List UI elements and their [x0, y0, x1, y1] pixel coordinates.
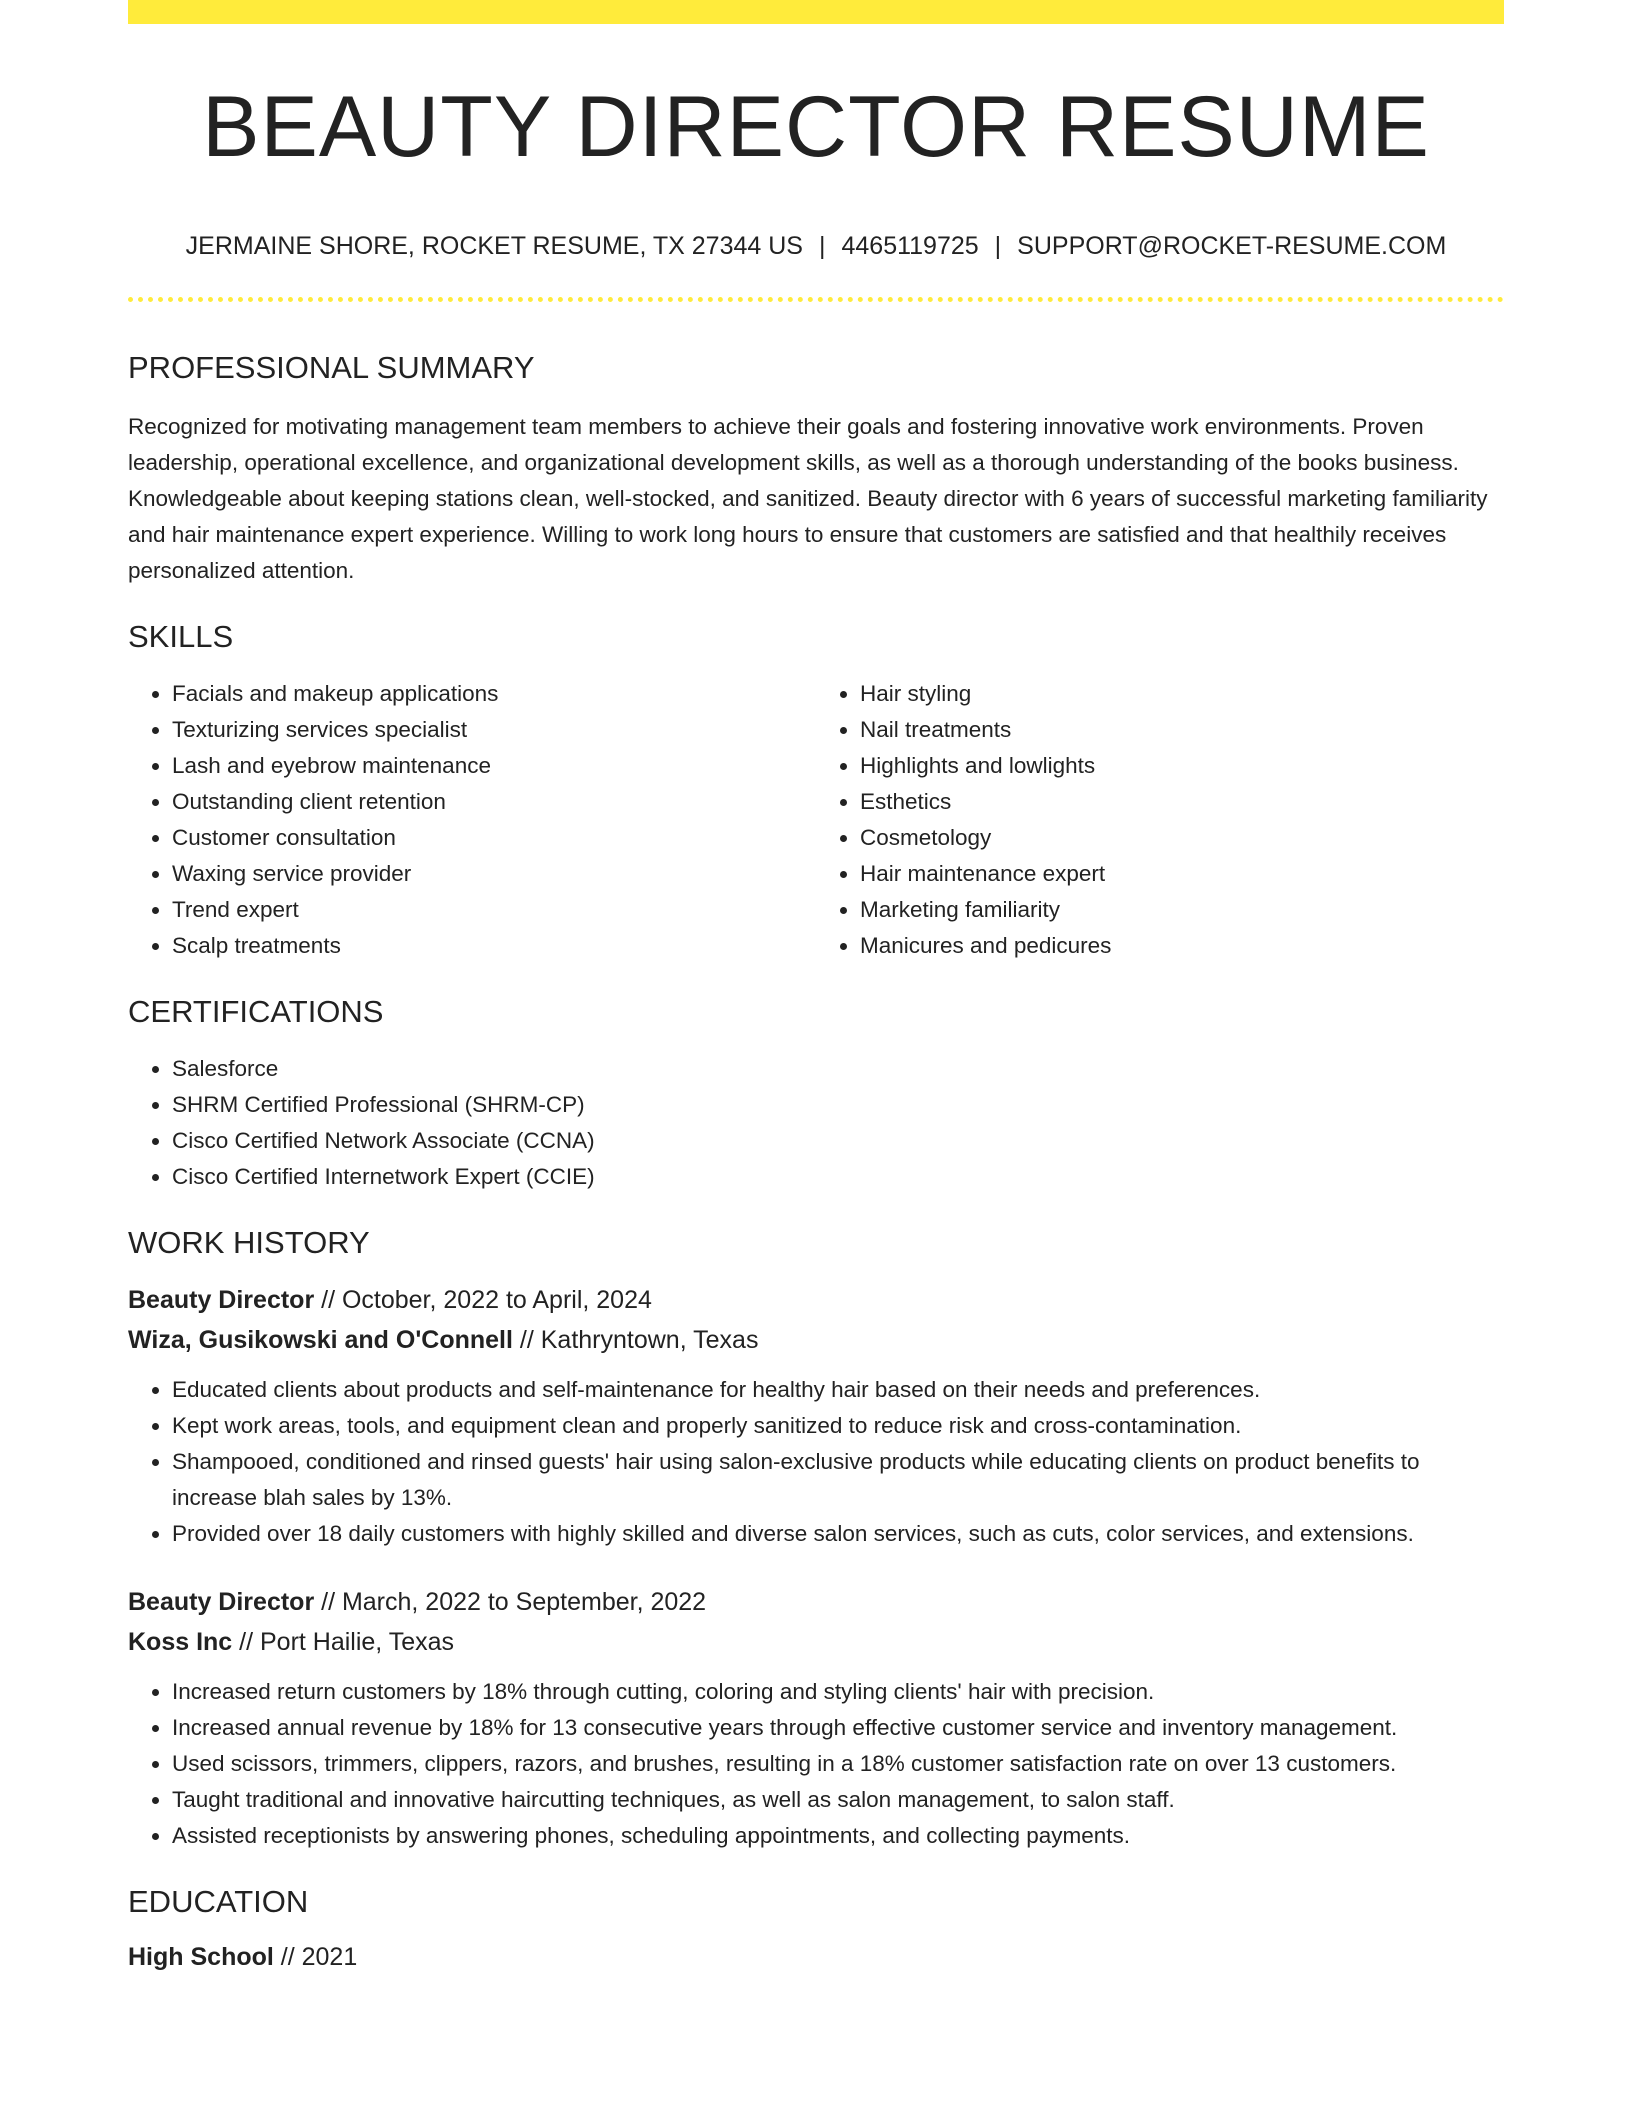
job-dates: // March, 2022 to September, 2022	[314, 1588, 707, 1616]
job-company: Koss Inc	[128, 1628, 233, 1656]
job-title: Beauty Director	[128, 1588, 315, 1616]
skills-column-left	[128, 676, 816, 964]
skill-item: • Marketing familiarity	[860, 892, 1504, 928]
skill-item: • Hair maintenance expert	[860, 856, 1504, 892]
skill-item: • Trend expert	[172, 892, 816, 928]
contact-separator: |	[818, 232, 826, 260]
contact-separator: |	[994, 232, 1002, 260]
job-duty-item: • Assisted receptionists by answering phones, scheduling appointments, and collecting payments.	[172, 1818, 1504, 1854]
summary-heading: PROFESSIONAL SUMMARY	[128, 350, 535, 385]
skill-item: • Facials and makeup applications	[172, 676, 816, 712]
job-duty-item: • Increased return customers by 18% through cutting, coloring and styling clients' hair with precision.	[172, 1674, 1504, 1710]
skill-item: • Hair styling	[860, 676, 1504, 712]
job-location: // Port Hailie, Texas	[232, 1628, 455, 1656]
job-dates: // October, 2022 to April, 2024	[314, 1286, 652, 1314]
job-location: // Kathryntown, Texas	[512, 1326, 759, 1354]
skills-heading: SKILLS	[128, 619, 234, 654]
job-duty-item: • Used scissors, trimmers, clippers, razors, and brushes, resulting in a 18% customer satisfaction rate on over 13 customers.	[172, 1746, 1504, 1782]
job-duty-item: • Increased annual revenue by 18% for 13 consecutive years through effective customer service and inventory management.	[172, 1710, 1504, 1746]
resume-title: BEAUTY DIRECTOR RESUME	[202, 79, 1430, 175]
skill-item: • Lash and eyebrow maintenance	[172, 748, 816, 784]
top-accent-bar	[128, 0, 1504, 24]
skill-item: • Customer consultation	[172, 820, 816, 856]
skill-item: • Waxing service provider	[172, 856, 816, 892]
job-duties-list	[128, 1372, 1504, 1552]
skill-item: • Highlights and lowlights	[860, 748, 1504, 784]
contact-line	[128, 234, 1504, 259]
job-duties-list	[128, 1674, 1504, 1854]
contact-phone: 4465119725	[841, 232, 979, 260]
work-history-heading: WORK HISTORY	[128, 1225, 370, 1260]
certification-item: • Cisco Certified Internetwork Expert (CCIE)	[172, 1159, 1504, 1195]
skill-item: • Outstanding client retention	[172, 784, 816, 820]
skill-item: • Texturizing services specialist	[172, 712, 816, 748]
job-duty-item: • Provided over 18 daily customers with highly skilled and diverse salon services, such as cuts, color services, and extensions.	[172, 1516, 1504, 1552]
summary-text: Recognized for motivating management team members to achieve their goals and fostering innovative work environments. Proven leadership, operational excellence, and organizational development skills, as well as a thorough understanding of the books business. Knowledgeable about keeping stations clean, well-stocked, and sanitized. Beauty director with 6 years of successful marketing familiarity and hair maintenance expert experience. Willing to work long hours to ensure that customers are satisfied and that healthily receives personalized attention.	[128, 414, 1488, 583]
education-line	[128, 1937, 1504, 1977]
skills-column-right	[816, 676, 1504, 964]
job-title-line	[128, 1280, 1504, 1320]
skill-item: • Manicures and pedicures	[860, 928, 1504, 964]
job-company-line	[128, 1622, 1504, 1662]
skill-item: • Nail treatments	[860, 712, 1504, 748]
job-duty-item: • Taught traditional and innovative haircutting techniques, as well as salon management, to salon staff.	[172, 1782, 1504, 1818]
job-title-line	[128, 1582, 1504, 1622]
job-entry	[128, 1280, 1504, 1552]
job-title: Beauty Director	[128, 1286, 315, 1314]
skills-list	[128, 676, 1504, 964]
job-entry	[128, 1582, 1504, 1854]
education-year: // 2021	[273, 1943, 358, 1971]
certifications-heading: CERTIFICATIONS	[128, 994, 384, 1029]
contact-address: JERMAINE SHORE, ROCKET RESUME, TX 27344 US	[185, 232, 803, 260]
certification-item: • Cisco Certified Network Associate (CCNA)	[172, 1123, 1504, 1159]
education-school: High School	[128, 1943, 274, 1971]
skill-item: • Esthetics	[860, 784, 1504, 820]
resume-page	[128, 0, 1504, 1977]
job-duty-item: • Shampooed, conditioned and rinsed guests' hair using salon-exclusive products while educating clients on product benefits to increase blah sales by 13%.	[172, 1444, 1504, 1516]
job-company-line	[128, 1320, 1504, 1360]
job-duty-item: • Educated clients about products and self-maintenance for healthy hair based on their needs and preferences.	[172, 1372, 1504, 1408]
certification-item: • Salesforce	[172, 1051, 1504, 1087]
skill-item: • Scalp treatments	[172, 928, 816, 964]
job-duty-item: • Kept work areas, tools, and equipment clean and properly sanitized to reduce risk and cross-contamination.	[172, 1408, 1504, 1444]
education-heading: EDUCATION	[128, 1884, 309, 1919]
header-divider	[128, 297, 1504, 302]
job-company: Wiza, Gusikowski and O'Connell	[128, 1326, 513, 1354]
certification-item: • SHRM Certified Professional (SHRM-CP)	[172, 1087, 1504, 1123]
certifications-list	[128, 1051, 1504, 1195]
skill-item: • Cosmetology	[860, 820, 1504, 856]
contact-email[interactable]: SUPPORT@ROCKET-RESUME.COM	[1017, 232, 1447, 260]
